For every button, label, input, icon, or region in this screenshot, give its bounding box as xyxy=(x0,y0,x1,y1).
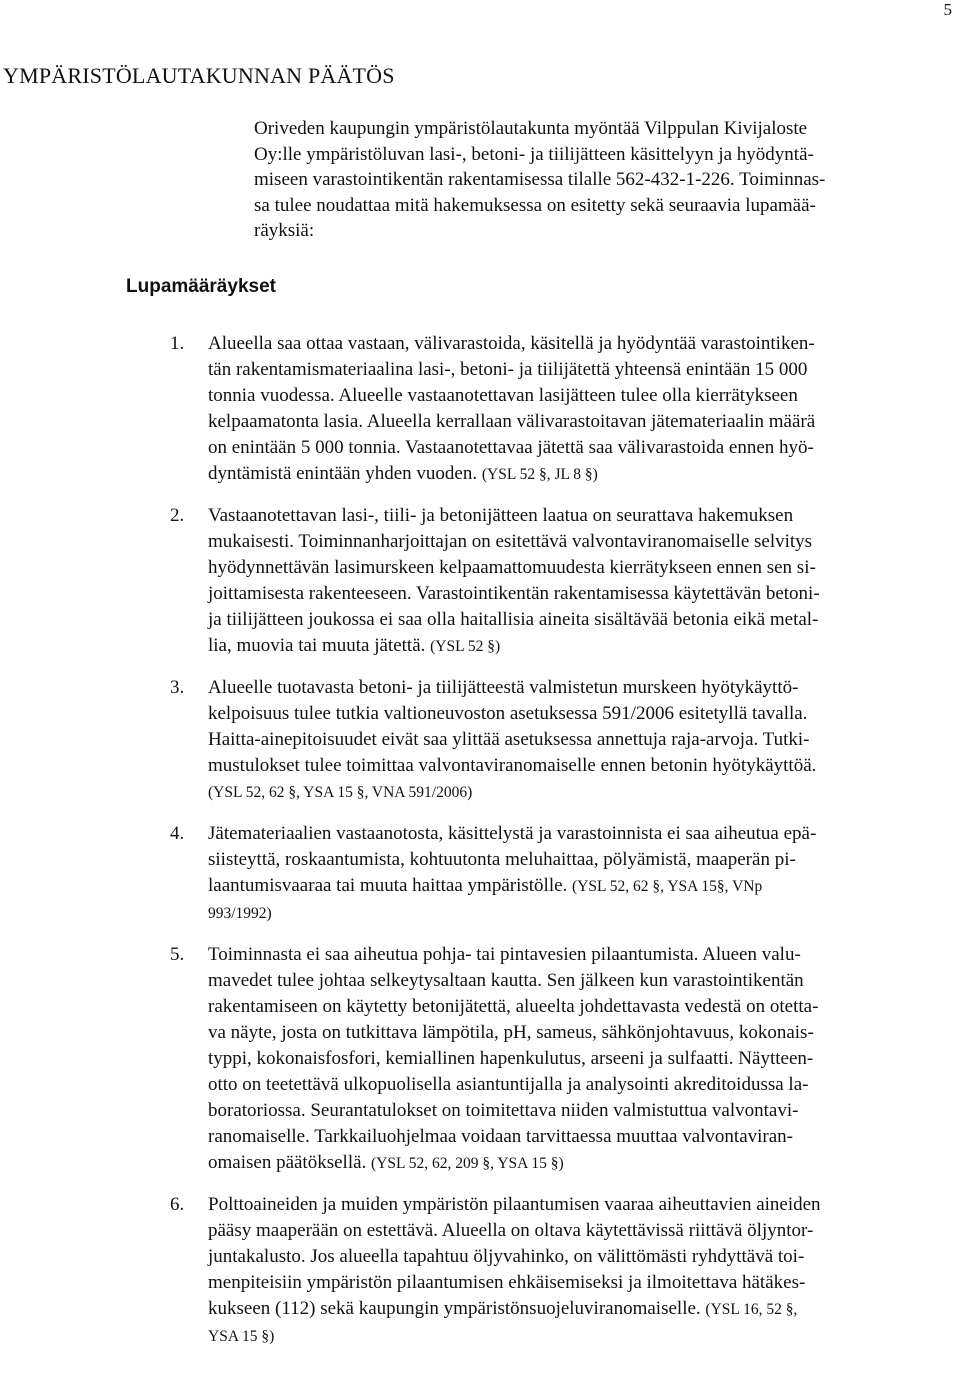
condition-line xyxy=(208,1323,948,1350)
condition-text: boratoriossa. Seurantatulokset on toimitettava niiden valmistuttua valvontavi- xyxy=(208,1100,799,1121)
condition-line xyxy=(208,1244,948,1270)
condition-line xyxy=(208,821,948,847)
condition-line xyxy=(208,1020,948,1046)
condition-text: Alueella saa ottaa vastaan, välivarastoida, käsitellä ja hyödyntää varastointiken- xyxy=(208,333,815,354)
condition-number: 3. xyxy=(170,677,185,698)
condition-item xyxy=(170,503,948,660)
condition-text: mavedet tulee johtaa selkeytysaltaan kautta. Sen jälkeen kun varastointikentän xyxy=(208,970,804,991)
condition-line xyxy=(208,1072,948,1098)
condition-text: ranomaiselle. Tarkkailuohjelmaa voidaan tarvittaessa muuttaa valvontaviran- xyxy=(208,1126,793,1147)
condition-number: 1. xyxy=(170,333,185,354)
condition-line xyxy=(208,900,948,927)
condition-number: 4. xyxy=(170,823,185,844)
legal-reference: (YSL 16, 52 §, xyxy=(705,1301,798,1318)
condition-line xyxy=(208,1124,948,1150)
condition-text: menpiteisiin ympäristön pilaantumisen ehkäisemiseksi ja ilmoitettava hätäkes- xyxy=(208,1272,806,1293)
condition-text: va näyte, josta on tutkittava lämpötila, pH, sameus, sähkönjohtavuus, kokonais- xyxy=(208,1022,814,1043)
condition-text: rakentamiseen on käytetty betonijätettä, alueelta johdettavasta vedestä on otetta- xyxy=(208,996,819,1017)
condition-text: siisteyttä, roskaantumista, kohtuutonta meluhaittaa, pölyämistä, maaperän pi- xyxy=(208,849,796,870)
condition-text: joittamisesta rakenteeseen. Varastointikentän rakentamisessa käytettävän betoni- xyxy=(208,583,820,604)
intro-line: Oy:lle ympäristöluvan lasi-, betoni- ja tiilijätteen käsittelyyn ja hyödyntä- xyxy=(254,143,814,165)
condition-line xyxy=(208,675,948,701)
condition-line xyxy=(208,581,948,607)
condition-text: dyntämistä enintään yhden vuoden. xyxy=(208,463,478,484)
condition-text: on enintään 5 000 tonnia. Vastaanotettavaa jätettä saa välivarastoida ennen hyö- xyxy=(208,437,814,458)
intro-paragraph xyxy=(254,116,944,244)
condition-line xyxy=(208,529,948,555)
condition-line xyxy=(208,727,948,753)
condition-line xyxy=(208,1098,948,1124)
conditions-list xyxy=(170,331,948,1365)
condition-item xyxy=(170,821,948,927)
decision-heading: YMPÄRISTÖLAUTAKUNNAN PÄÄTÖS xyxy=(3,63,395,88)
condition-line xyxy=(208,701,948,727)
condition-line xyxy=(208,753,948,779)
condition-text: mukaisesti. Toiminnanharjoittajan on esitettävä valvontaviranomaiselle selvitys xyxy=(208,531,813,552)
condition-number: 5. xyxy=(170,944,185,965)
condition-item xyxy=(170,331,948,488)
condition-text: typpi, kokonaisfosfori, kemiallinen hapenkulutus, arseeni ja sulfaatti. Näytteen- xyxy=(208,1048,814,1069)
legal-reference: (YSL 52 §) xyxy=(430,638,501,655)
condition-text: kelpoisuus tulee tutkia valtioneuvoston asetuksessa 591/2006 esitetyllä tavalla. xyxy=(208,703,808,724)
condition-line xyxy=(208,968,948,994)
page-number: 5 xyxy=(943,0,952,19)
condition-line xyxy=(208,942,948,968)
condition-text: juntakalusto. Jos alueella tapahtuu öljyvahinko, on välittömästi ryhdyttävä toi- xyxy=(208,1246,805,1267)
condition-text: otto on teetettävä ulkopuolisella asiantuntijalla ja analysointi akreditoidussa la- xyxy=(208,1074,809,1095)
condition-line xyxy=(208,1150,948,1177)
condition-line xyxy=(208,357,948,383)
condition-text: Vastaanotettavan lasi-, tiili- ja betonijätteen laatua on seurattava hakemuksen xyxy=(208,505,794,526)
condition-line xyxy=(208,1046,948,1072)
condition-line xyxy=(208,847,948,873)
condition-line xyxy=(208,409,948,435)
intro-line: miseen varastointikentän rakentamisessa tilalle 562-432-1-226. Toiminnas- xyxy=(254,169,826,191)
condition-line xyxy=(208,633,948,660)
intro-line: räyksiä: xyxy=(254,220,315,242)
condition-item xyxy=(170,942,948,1177)
condition-line xyxy=(208,1270,948,1296)
condition-text: kelpaamatonta lasia. Alueella kerrallaan välivarastoitavan jätemateriaalin määrä xyxy=(208,411,816,432)
condition-line xyxy=(208,503,948,529)
condition-item xyxy=(170,1192,948,1350)
condition-text: ja tiilijätteen joukossa ei saa olla haitallisia aineita sisältävää betonia eikä metal- xyxy=(208,609,819,630)
condition-text: mustulokset tulee toimittaa valvontaviranomaiselle ennen betonin hyötykäyttöä. xyxy=(208,755,817,776)
condition-text: tonnia vuodessa. Alueelle vastaanotettavan lasijätteen tulee olla kierrätykseen xyxy=(208,385,798,406)
condition-text: kukseen (112) sekä kaupungin ympäristönsuojeluviranomaiselle. xyxy=(208,1298,701,1319)
condition-text: lia, muovia tai muuta jätettä. xyxy=(208,635,426,656)
condition-text: Alueelle tuotavasta betoni- ja tiilijätteestä valmistetun murskeen hyötykäyttö- xyxy=(208,677,799,698)
condition-text: pääsy maaperään on estettävä. Alueella on oltava käytettävissä riittävä öljyntor- xyxy=(208,1220,814,1241)
condition-line xyxy=(208,1218,948,1244)
condition-text: Toiminnasta ei saa aiheutua pohja- tai pintavesien pilaantumista. Alueen valu- xyxy=(208,944,801,965)
condition-text: Jätemateriaalien vastaanotosta, käsittelystä ja varastoinnista ei saa aiheutua epä- xyxy=(208,823,817,844)
condition-number: 6. xyxy=(170,1194,185,1215)
condition-text: Polttoaineiden ja muiden ympäristön pilaantumisen vaaraa aiheuttavien aineiden xyxy=(208,1194,821,1215)
condition-line xyxy=(208,331,948,357)
condition-line xyxy=(208,873,948,900)
legal-reference: (YSL 52, 62 §, YSA 15 §, VNA 591/2006) xyxy=(208,784,473,801)
intro-line: Oriveden kaupungin ympäristölautakunta myöntää Vilppulan Kivijaloste xyxy=(254,118,808,139)
condition-line xyxy=(208,383,948,409)
condition-line xyxy=(208,1296,948,1323)
condition-line xyxy=(208,779,948,806)
legal-reference: (YSL 52, 62, 209 §, YSA 15 §) xyxy=(371,1155,564,1172)
side-label-conditions: Lupamääräykset xyxy=(126,276,276,297)
condition-line xyxy=(208,1192,948,1218)
condition-text: Haitta-ainepitoisuudet eivät saa ylittää asetuksessa annettuja raja-arvoja. Tutki- xyxy=(208,729,810,750)
legal-reference: YSA 15 §) xyxy=(208,1328,275,1345)
condition-number: 2. xyxy=(170,505,185,526)
condition-text: hyödynnettävän lasimurskeen kelpaamattomuudesta kierrätykseen ennen sen si- xyxy=(208,557,816,578)
condition-text: tän rakentamismateriaalina lasi-, betoni- ja tiilijätettä yhteensä enintään 15 000 xyxy=(208,359,808,380)
legal-reference: (YSL 52, 62 §, YSA 15§, VNp xyxy=(572,878,763,895)
legal-reference: 993/1992) xyxy=(208,905,272,922)
condition-line xyxy=(208,461,948,488)
condition-item xyxy=(170,675,948,806)
condition-line xyxy=(208,555,948,581)
intro-line: sa tulee noudattaa mitä hakemuksessa on esitetty sekä seuraavia lupamää- xyxy=(254,194,816,216)
legal-reference: (YSL 52 §, JL 8 §) xyxy=(481,466,598,483)
condition-line xyxy=(208,607,948,633)
condition-line xyxy=(208,435,948,461)
condition-text: omaisen päätöksellä. xyxy=(208,1152,367,1173)
condition-text: laantumisvaaraa tai muuta haittaa ympäristölle. xyxy=(208,875,568,896)
condition-line xyxy=(208,994,948,1020)
